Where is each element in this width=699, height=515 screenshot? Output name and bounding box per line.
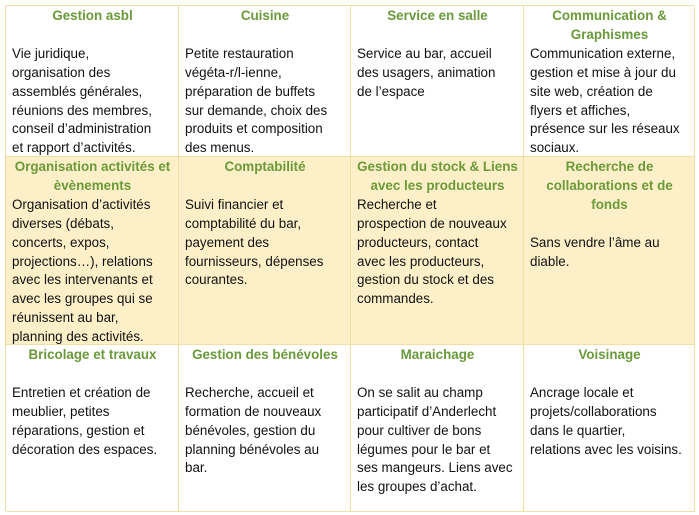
cell-title: Bricolage et travaux: [28, 347, 157, 362]
cell-spacer: [357, 365, 518, 384]
cell-description: Recherche, accueil et formation de nouveaux bénévoles, gestion du planning bénévoles au bar.: [185, 384, 322, 476]
cell-title: Comptabilité: [224, 159, 306, 174]
cell-description: Service au bar, accueil des usagers, animation de l’espace: [357, 45, 496, 99]
cell-description: Entretien et création de meublier, petites réparations, gestion et décoration des espaces.: [12, 384, 158, 457]
cell-spacer: [185, 365, 345, 384]
cell-description: Organisation d’activités diverses (débats, concerts, expos, projections…), relations avec les intervenants et avec les groupes qui se réunissent au bar, planning des activités.: [12, 196, 153, 345]
cell-spacer: [12, 26, 173, 45]
cell-description: Vie juridique, organisation des assemblés générales, réunions des membres, conseil d’administration et rapport d’activités.: [12, 45, 152, 156]
cell-title: Service en salle: [387, 8, 488, 23]
cell-spacer: [185, 177, 345, 196]
cell-title: Recherche de collaborations et de fonds: [546, 159, 673, 212]
cell-title: Gestion asbl: [52, 8, 133, 23]
cell-description: Communication externe, gestion et mise à jour du site web, création de flyers et affiches, présence sur les réseaux sociaux.: [530, 45, 680, 156]
cell-spacer: [530, 365, 689, 384]
cell-title: Communication & Graphismes: [552, 8, 667, 42]
table-cell: [524, 6, 695, 157]
table-cell: [351, 157, 524, 345]
table-cell: [179, 345, 351, 512]
table-cell: [6, 6, 179, 157]
table-cell: [6, 345, 179, 512]
cell-spacer: [12, 365, 173, 384]
cell-title: Cuisine: [240, 8, 290, 23]
cell-description: Ancrage locale et projets/collaborations dans le quartier, relations avec les voisins.: [530, 384, 682, 457]
cell-title: Gestion du stock & Liens avec les producteurs: [357, 159, 518, 193]
table-cell: [6, 157, 179, 345]
cell-description: Suivi financier et comptabilité du bar, payement des fournisseurs, dépenses courantes.: [185, 196, 324, 288]
cell-spacer: [185, 26, 345, 45]
cell-description: Sans vendre l’âme au diable.: [530, 234, 660, 269]
cell-description: On se salit au champ participatif d’Anderlecht pour cultiver de bons légumes pour le bar et ses mangeurs. Liens avec les groupes d’achat.: [357, 384, 513, 495]
cell-description: Petite restauration végéta-r/l-ienne, préparation de buffets sur demande, choix des produits et composition des menus.: [185, 45, 328, 156]
roles-table: [5, 5, 694, 511]
table-cell: [524, 345, 695, 512]
cell-title: Voisinage: [578, 347, 641, 362]
cell-title: Organisation activités et èvènements: [14, 159, 171, 193]
cell-description: Recherche et prospection de nouveaux producteurs, contact avec les producteurs, gestion du stock et des commandes.: [357, 196, 507, 307]
cell-title: Gestion des bénévoles: [192, 347, 338, 362]
cell-spacer: [530, 215, 689, 234]
table-cell: [351, 345, 524, 512]
table-cell: [179, 6, 351, 157]
table-cell: [351, 6, 524, 157]
cell-spacer: [357, 26, 518, 45]
cell-title: Maraichage: [400, 347, 475, 362]
table-cell: [524, 157, 695, 345]
table-cell: [179, 157, 351, 345]
